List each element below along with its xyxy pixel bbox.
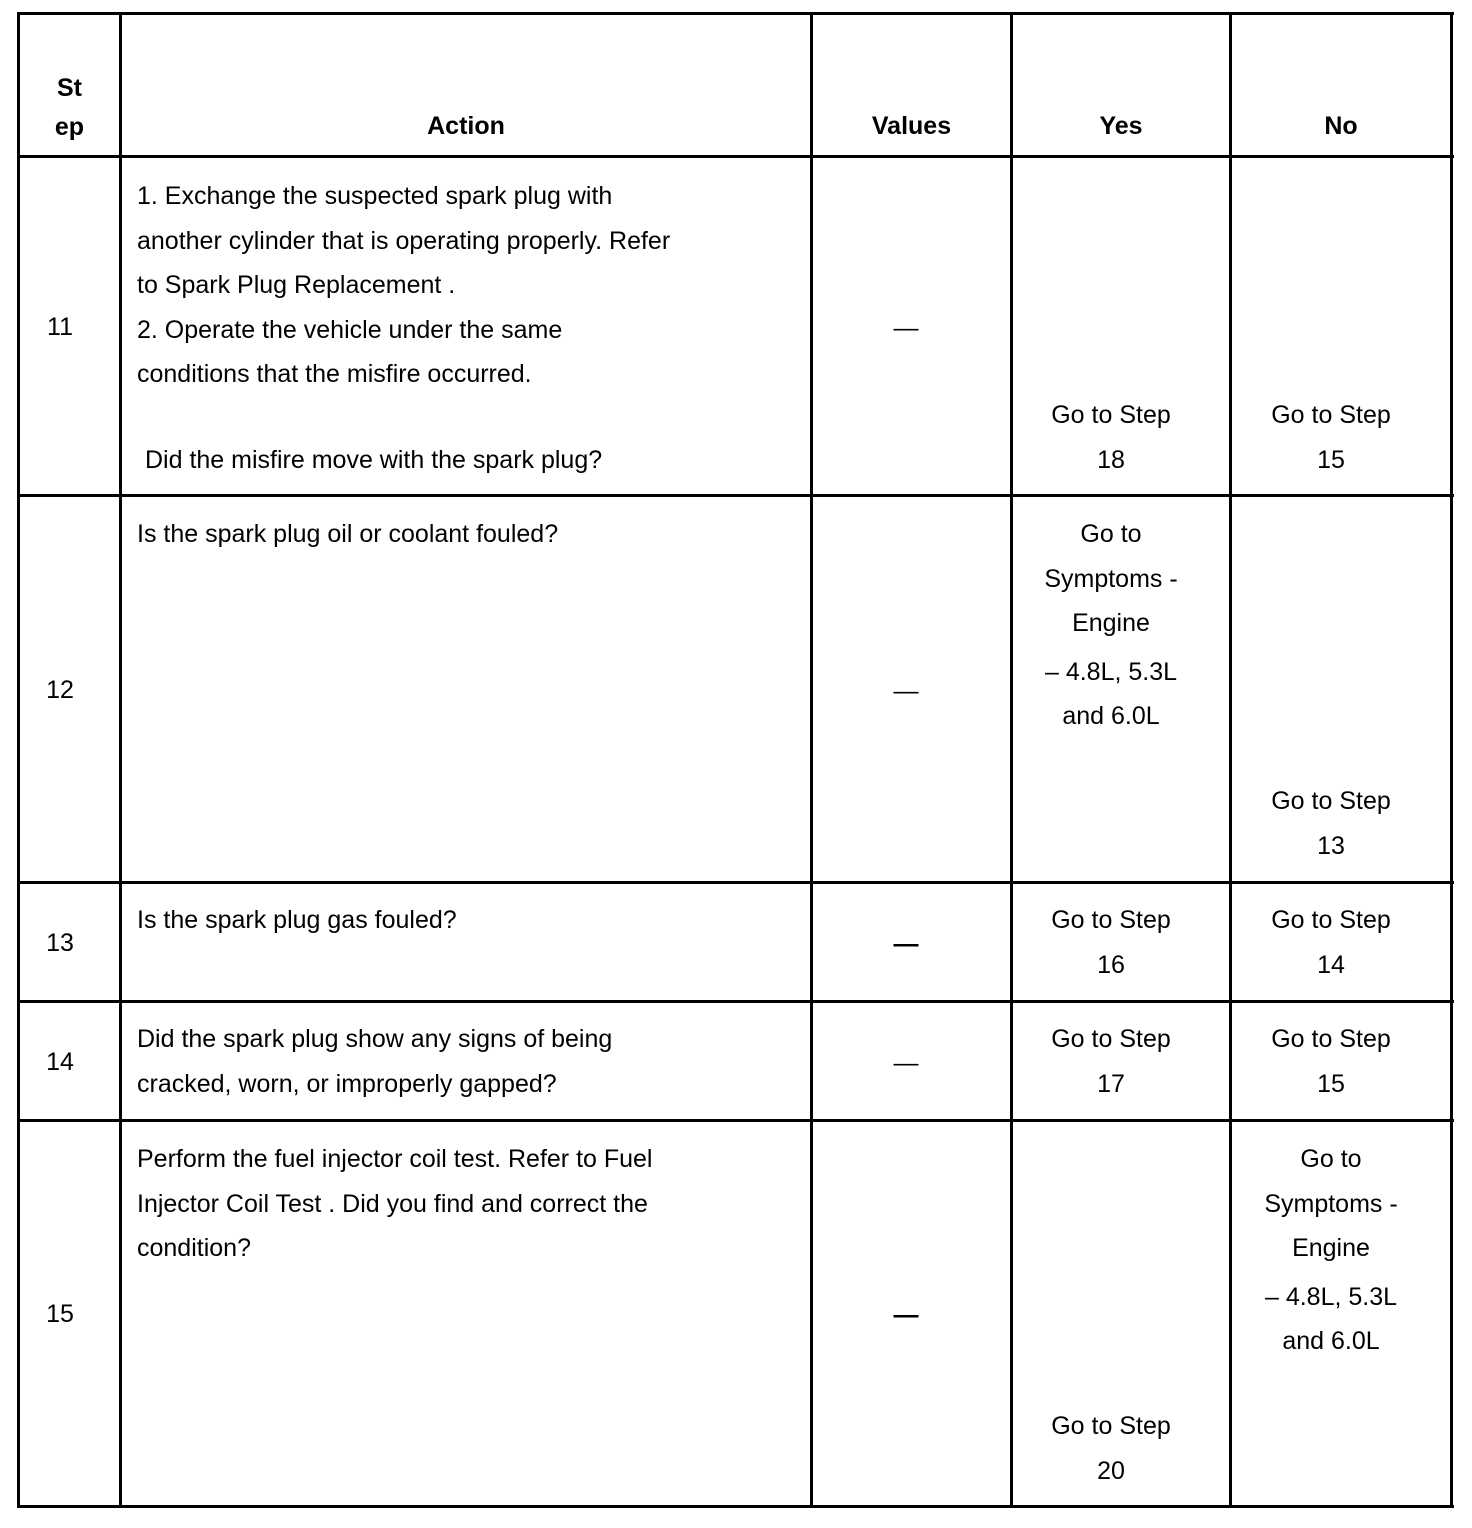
no-cell [1232,393,1430,482]
yes-cell [1013,1404,1209,1493]
row-divider [17,1000,1454,1003]
action-line: Did the spark plug show any signs of being [137,1025,613,1053]
no-cell [1232,779,1430,868]
action-line: conditions that the misfire occurred. [137,360,532,388]
yes-cell [1013,1017,1209,1106]
yes-line: Symptoms - [1044,564,1178,593]
no-line: 14 [1317,950,1345,979]
no-cell [1232,1137,1430,1364]
no-line: Go to Step [1271,906,1391,934]
no-line: 15 [1317,1069,1345,1098]
yes-line: 18 [1097,445,1125,474]
yes-cell [1013,393,1209,482]
action-line: cracked, worn, or improperly gapped? [137,1069,557,1098]
yes-line: 16 [1097,950,1125,979]
action-line: Is the spark plug oil or coolant fouled? [137,520,559,548]
action-line: condition? [137,1234,251,1262]
table-border-top [17,12,1454,15]
no-line: 13 [1317,831,1345,860]
action-line: 2. Operate the vehicle under the same [137,315,563,344]
yes-line: 17 [1097,1069,1125,1098]
header-step-line1: St [57,74,82,102]
step-number: 13 [46,929,74,957]
table-border-bottom [17,1505,1454,1508]
value-cell: — [893,1301,919,1329]
value-cell: — [893,314,919,342]
yes-line: Engine [1072,609,1150,637]
row-divider [17,1119,1454,1122]
action-text [137,898,457,943]
step-number: 15 [46,1300,74,1328]
action-text [137,174,670,397]
no-line: and 6.0L [1282,1327,1380,1355]
action-line: 1. Exchange the suspected spark plug with [137,182,613,210]
row-divider [17,881,1454,884]
no-line: Go to Step [1271,1025,1391,1053]
header-step [20,69,119,147]
header-no: No [1324,112,1358,140]
action-text [137,1017,612,1106]
no-cell [1232,1017,1430,1106]
no-line: 15 [1317,445,1345,474]
no-line: Engine [1292,1234,1370,1262]
column-divider [1010,12,1013,1508]
row-divider [17,494,1454,497]
no-line: Go to Step [1271,787,1391,815]
action-question: Did the misfire move with the spark plug? [145,446,603,474]
action-line: Perform the fuel injector coil test. Refer to Fuel [137,1145,653,1173]
step-number: 11 [47,313,73,341]
action-line: Injector Coil Test . Did you find and correct the [137,1189,648,1218]
column-divider [119,12,122,1508]
yes-line: Go to Step [1051,906,1171,934]
yes-line: and 6.0L [1062,702,1160,730]
yes-line: Go to Step [1051,1412,1171,1440]
no-line: Symptoms - [1264,1189,1398,1218]
action-line: another cylinder that is operating properly. Refer [137,226,671,255]
action-text [137,512,558,557]
yes-line: Go to Step [1051,1025,1171,1053]
yes-cell [1013,512,1209,739]
header-values: Values [871,112,952,140]
yes-line: Go to [1080,520,1142,548]
action-text [137,1137,653,1271]
column-divider [810,12,813,1508]
yes-line: Go to Step [1051,401,1171,429]
action-line: Is the spark plug gas fouled? [137,906,457,934]
value-cell: — [893,1049,919,1077]
step-number: 12 [46,676,74,704]
header-action: Action [427,112,505,140]
no-line: Go to Step [1271,401,1391,429]
step-number: 14 [46,1048,74,1076]
header-divider [17,155,1454,158]
action-line: to Spark Plug Replacement . [137,271,456,299]
table-border-right [1450,12,1453,1508]
no-cell [1232,898,1430,987]
yes-cell [1013,898,1209,987]
yes-line: – 4.8L, 5.3L [1044,657,1178,686]
header-step-line2: ep [54,113,85,141]
header-yes: Yes [1099,112,1143,140]
value-cell: — [893,677,919,705]
no-line: – 4.8L, 5.3L [1264,1282,1398,1311]
no-line: Go to [1300,1145,1362,1173]
table-border-left [17,12,20,1508]
value-cell: — [893,930,919,958]
yes-line: 20 [1097,1456,1125,1485]
